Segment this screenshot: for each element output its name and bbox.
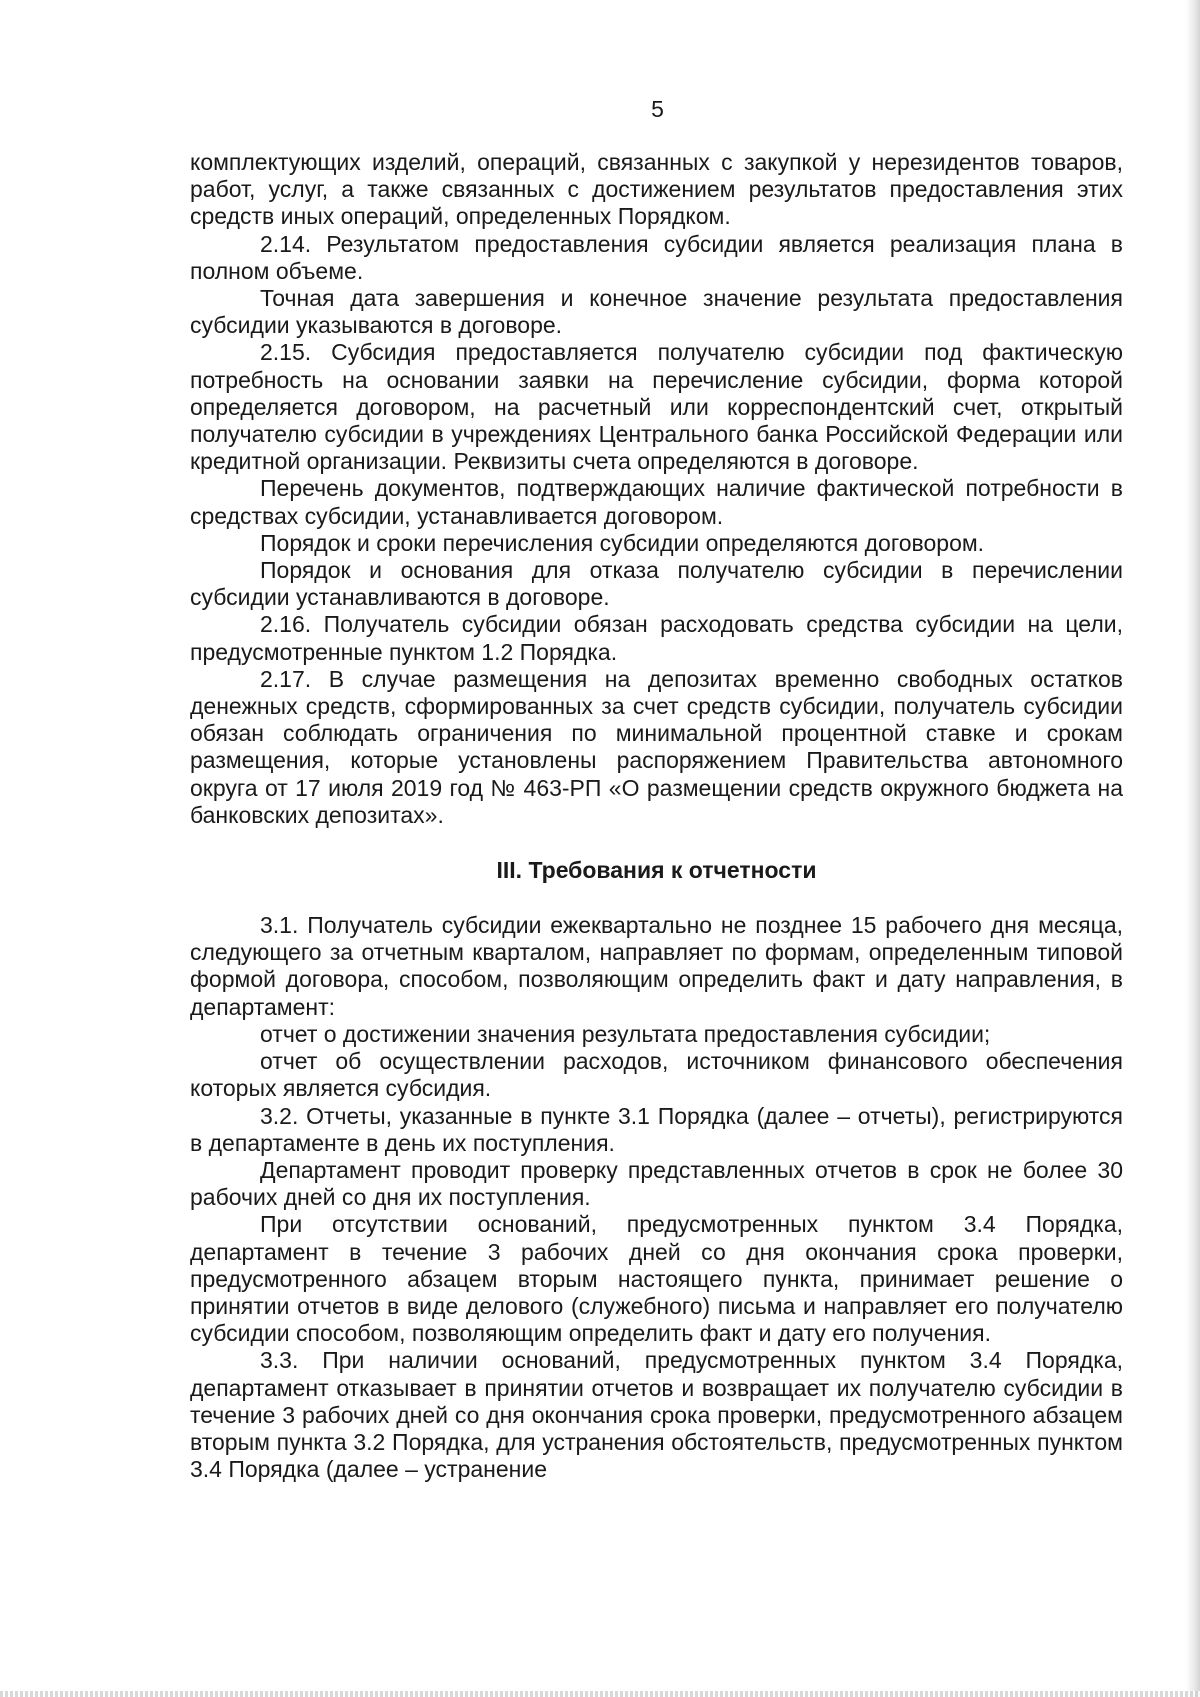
paragraph: 2.16. Получатель субсидии обязан расходовать средства субсидии на цели, предусмотренные пунктом 1.2 Порядка. (190, 611, 1123, 665)
page-number: 5 (651, 96, 664, 122)
paragraph: комплектующих изделий, операций, связанных с закупкой у нерезидентов товаров, работ, услуг, а также связанных с достижением результатов предоставления этих средств иных операций, определенных Порядком. (190, 149, 1123, 230)
paragraph: отчет об осуществлении расходов, источником финансового обеспечения которых является субсидия. (190, 1048, 1123, 1102)
paragraph: 2.14. Результатом предоставления субсидии является реализация плана в полном объеме. (190, 230, 1123, 284)
scan-page-edge (1186, 0, 1200, 1697)
paragraphs-before-section (190, 149, 1123, 829)
paragraph: отчет о достижении значения результата предоставления субсидии; (260, 1020, 991, 1047)
paragraph: Точная дата завершения и конечное значение результата предоставления субсидии указываются в договоре. (190, 285, 1123, 339)
paragraph: 3.2. Отчеты, указанные в пункте 3.1 Порядка (далее – отчеты), регистрируются в департаменте в день их поступления. (190, 1102, 1123, 1156)
document-body (190, 149, 1123, 1483)
paragraph: Департамент проводит проверку представленных отчетов в срок не более 30 рабочих дней со дня их поступления. (190, 1156, 1123, 1211)
paragraph: 3.3. При наличии оснований, предусмотренных пунктом 3.4 Порядка, департамент отказывает в принятии отчетов и возвращает их получателю субсидии в течение 3 рабочих дней со дня окончания срока проверки, предусмотренного абзацем вторым пункта 3.2 Порядка, для устранения обстоятельств, предусмотренных пунктом 3.4 Порядка (далее – устранение (190, 1347, 1123, 1483)
paragraph: 2.17. В случае размещения на депозитах временно свободных остатков денежных средств, сформированных за счет средств субсидии, получатель субсидии обязан соблюдать ограничения по минимальной процентной ставке и срокам размещения, которые установлены распоряжением Правительства автономного округа от 17 июля 2019 год № 463-РП «О размещении средств окружного бюджета на банковских депозитах». (190, 665, 1123, 828)
paragraph: Порядок и основания для отказа получателю субсидии в перечислении субсидии устанавливаются в договоре. (190, 557, 1123, 611)
paragraph: При отсутствии оснований, предусмотренных пунктом 3.4 Порядка, департамент в течение 3 рабочих дней со дня окончания срока проверки, предусмотренного абзацем вторым настоящего пункта, принимает решение о принятии отчетов в виде делового (служебного) письма и направляет его получателю субсидии способом, позволяющим определить факт и дату его получения. (190, 1211, 1123, 1347)
paragraphs-after-section (190, 912, 1123, 1483)
paragraph: Перечень документов, подтверждающих наличие фактической потребности в средствах субсидии, устанавливается договором. (190, 475, 1123, 529)
scan-bottom-edge (0, 1691, 1200, 1697)
paragraph: 3.1. Получатель субсидии ежеквартально не позднее 15 рабочего дня месяца, следующего за отчетным кварталом, направляет по формам, определенным типовой формой договора, способом, позволяющим определить факт и дату направления, в департамент: (190, 912, 1123, 1020)
section-heading: III. Требования к отчетности (496, 857, 817, 884)
paragraph: Порядок и сроки перечисления субсидии определяются договором. (260, 529, 985, 556)
paragraph: 2.15. Субсидия предоставляется получателю субсидии под фактическую потребность на основании заявки на перечисление субсидии, форма которой определяется договором, на расчетный или корреспондентский счет, открытый получателю субсидии в учреждениях Центрального банка Российской Федерации или кредитной организации. Реквизиты счета определяются в договоре. (190, 339, 1123, 475)
